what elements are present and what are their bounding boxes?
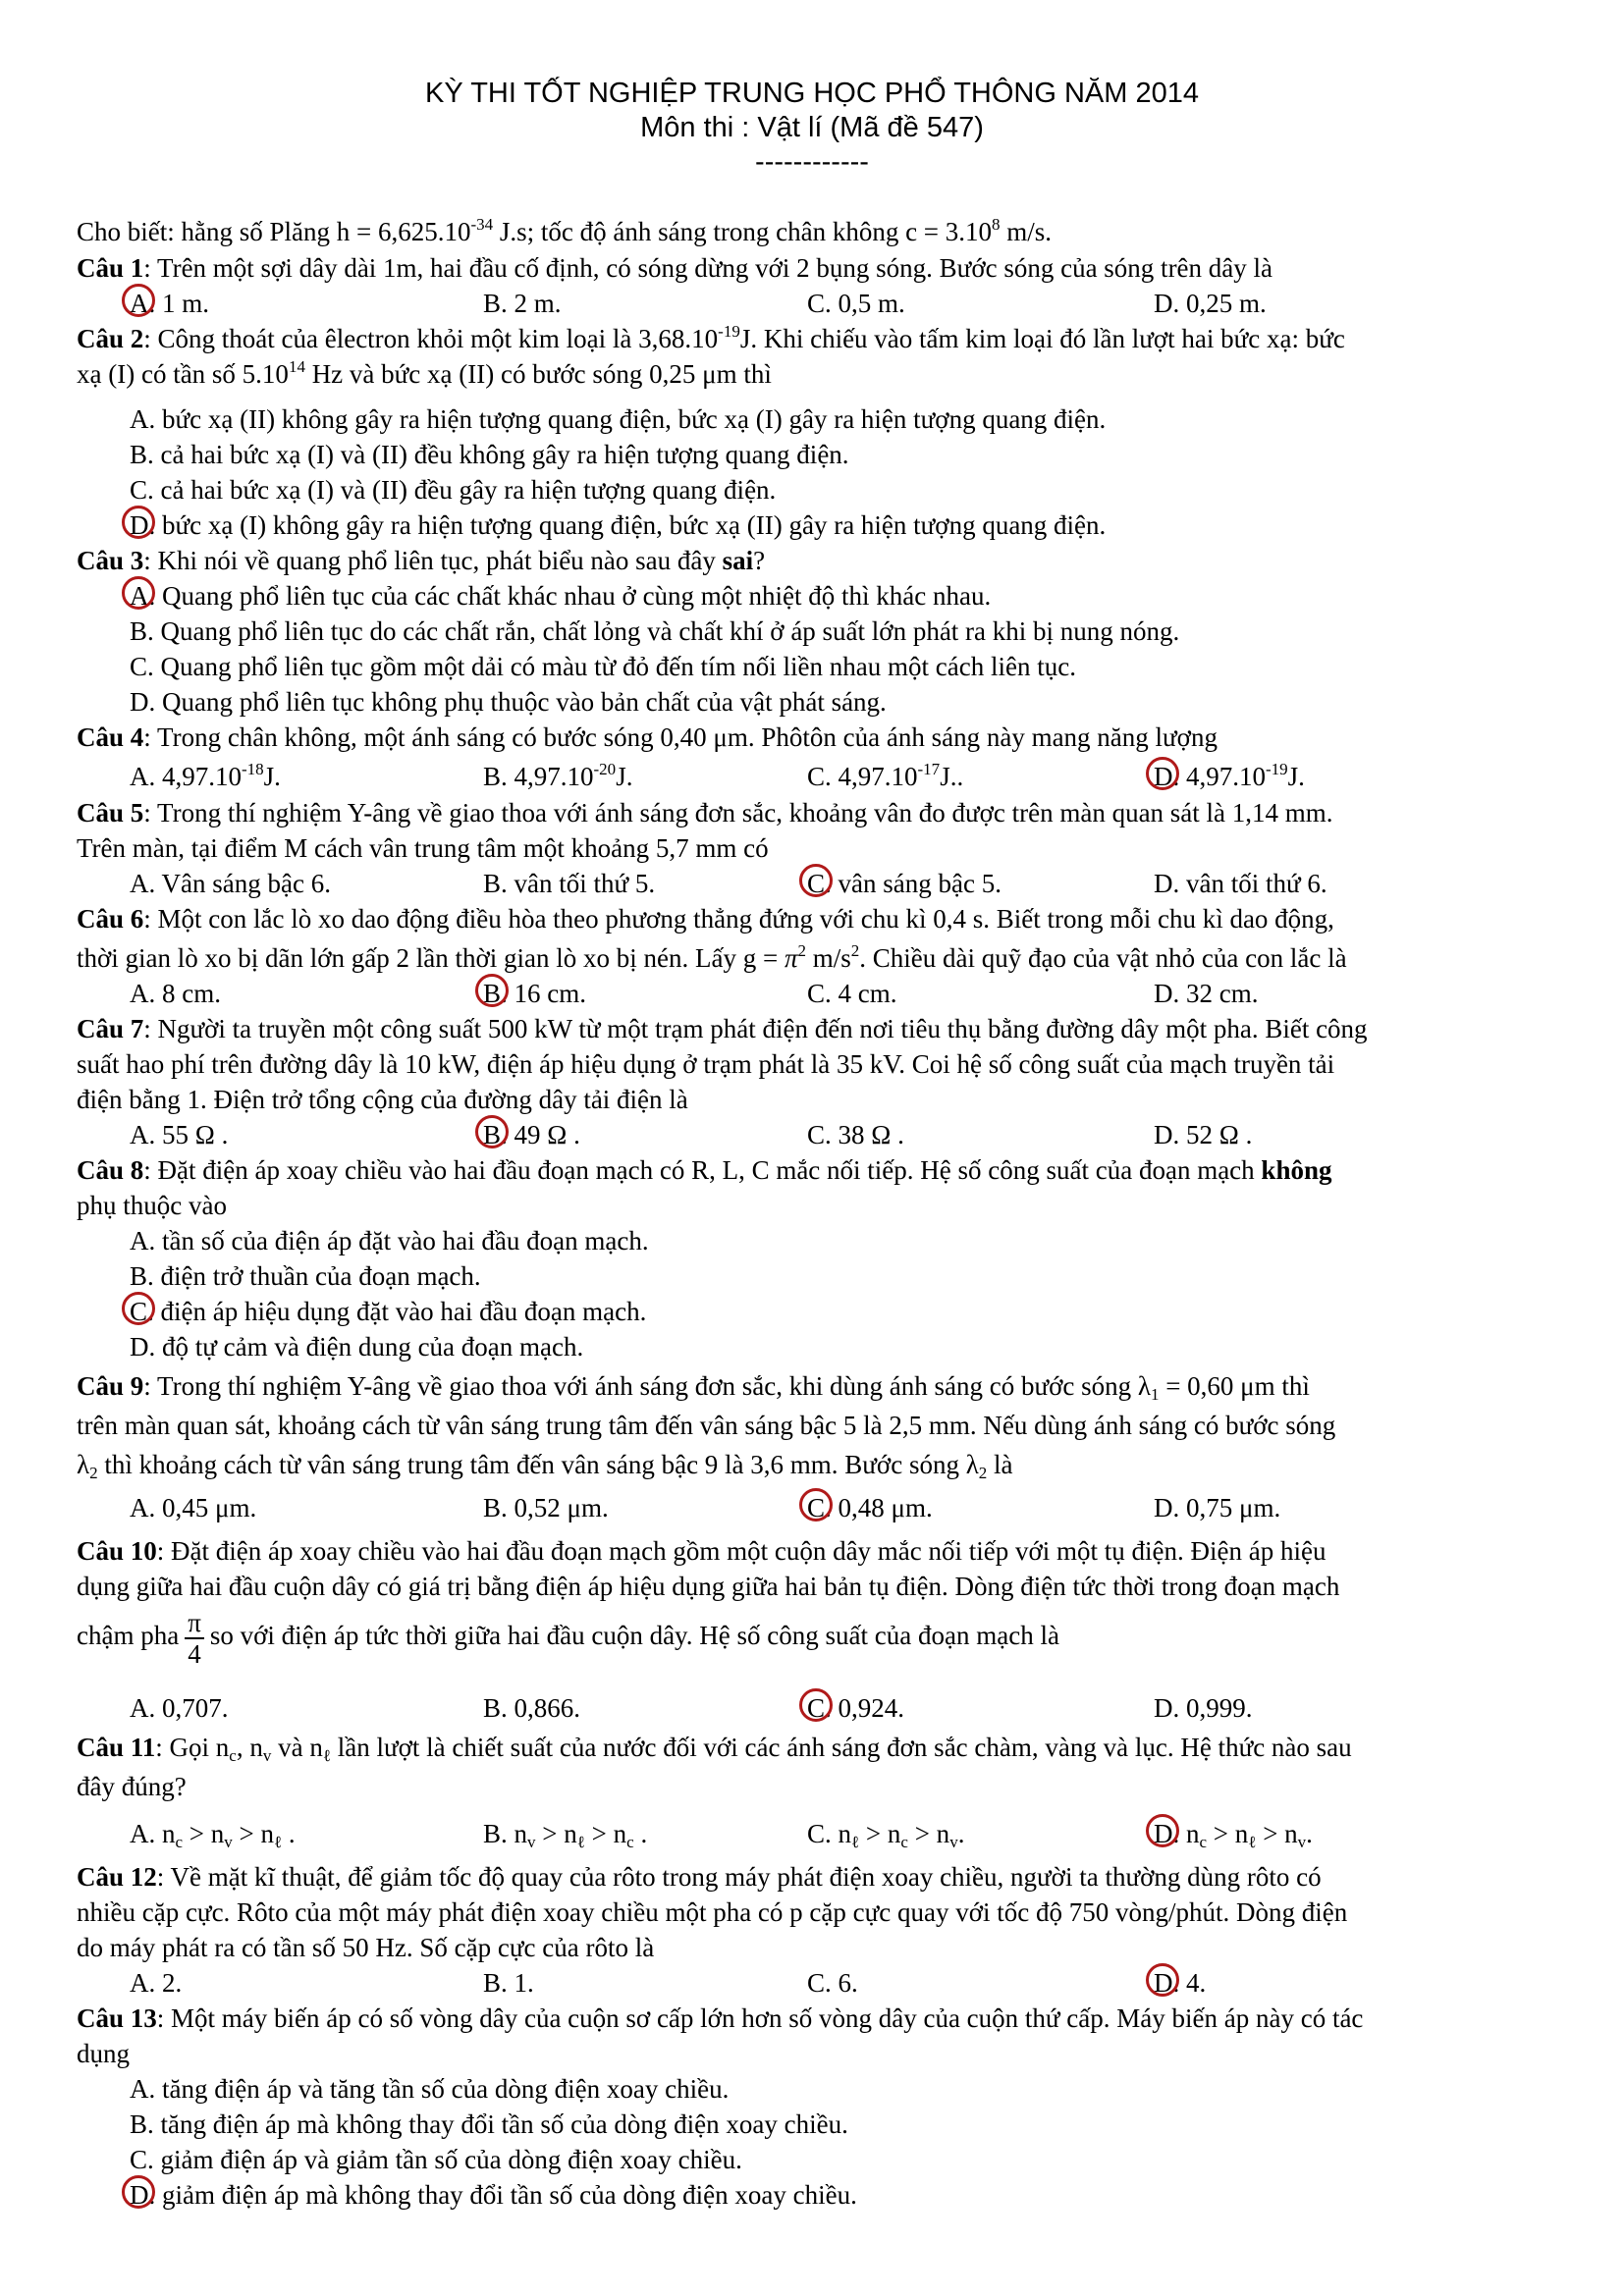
q6-option-d: D. 32 cm.: [1154, 979, 1259, 1008]
q9-option-c: C. 0,48 μm.: [807, 1490, 933, 1525]
q8-option-d: D. độ tự cảm và điện dung của đoạn mạch.: [130, 1332, 584, 1362]
answer-circle: [122, 1292, 155, 1325]
answer-circle: [475, 1115, 509, 1148]
answer-circle: [122, 506, 155, 539]
q2-option-d: D. bức xạ (I) không gây ra hiện tượng quang điện, bức xạ (II) gây ra hiện tượng quang điện.: [130, 507, 1106, 543]
question-2: Câu 2: Công thoát của êlectron khỏi một kim loại là $3,68.10^{-19}J$. Khi chiếu vào tấm kim loại đó lần lượt hai bức xạ: bức: [77, 322, 1345, 353]
exam-subtitle: Môn thi : Vật lí (Mã đề 547): [640, 112, 984, 143]
question-2-cont: xạ (I) có tần số 5.10$^{14}$ Hz và bức xạ (II) có bước sóng 0,25 μm thì: [77, 357, 772, 389]
q10-option-d: D. 0,999.: [1154, 1693, 1253, 1723]
title-divider: ------------: [755, 146, 869, 178]
q9-option-b: B. 0,52 μm.: [483, 1493, 609, 1522]
question-9-cont2: $\lambda_2$ thì khoảng cách từ vân sáng trung tâm đến vân sáng bậc 9 là 3,6 mm. Bước sóng $\lambda_2$ là: [77, 1450, 1013, 1482]
q7-option-c: C. 38 Ω .: [807, 1120, 904, 1149]
question-6-cont: thời gian lò xo bị dãn lớn gấp 2 lần thời gian lò xo bị nén. Lấy $g = \pi^2$ $m/s^2$. Chiều dài quỹ đạo của vật nhỏ của con lắc là: [77, 941, 1347, 973]
question-11: Câu 11: Gọi $n_c$, $n_v$ và $n_\ell$ lần lượt là chiết suất của nước đối với các ánh sáng đơn sắc chàm, vàng và lục. Hệ thức nào sau: [77, 1733, 1352, 1765]
q7-option-d: D. 52 Ω .: [1154, 1120, 1253, 1149]
answer-circle: [1146, 1814, 1179, 1847]
q2-option-c: C. cả hai bức xạ (I) và (II) đều gây ra hiện tượng quang điện.: [130, 475, 777, 505]
question-10-cont2: chậm pha $\frac{\pi}{4}$ so với điện áp tức thời giữa hai đầu cuộn dây. Hệ số công suất của đoạn mạch là: [77, 1608, 1059, 1669]
q4-option-a: A. $4,97.10^{-18}J$.: [130, 760, 281, 791]
answer-circle: [475, 974, 509, 1007]
q8-option-c: C. điện áp hiệu dụng đặt vào hai đầu đoạn mạch.: [130, 1294, 646, 1329]
q7-option-a: A. 55 Ω .: [130, 1120, 229, 1149]
q12-option-d: D. 4.: [1154, 1965, 1206, 2001]
question-8-cont: phụ thuộc vào: [77, 1191, 227, 1220]
q12-option-c: C. 6.: [807, 1968, 858, 1998]
q10-option-a: A. 0,707.: [130, 1693, 229, 1723]
q3-option-c: C. Quang phổ liên tục gồm một dải có màu từ đỏ đến tím nối liền nhau một cách liên tục.: [130, 652, 1076, 681]
question-7-cont2: điện bằng 1. Điện trở tổng cộng của đường dây tải điện là: [77, 1085, 688, 1114]
question-6: Câu 6: Một con lắc lò xo dao động điều hòa theo phương thẳng đứng với chu kì 0,4 s. Biết trong mỗi chu kì dao động,: [77, 904, 1334, 934]
q13-option-c: C. giảm điện áp và giảm tần số của dòng điện xoay chiều.: [130, 2145, 742, 2174]
q6-option-b: B. 16 cm.: [483, 976, 586, 1011]
question-10: Câu 10: Đặt điện áp xoay chiều vào hai đầu đoạn mạch gồm một cuộn dây mắc nối tiếp với một tụ điện. Điện áp hiệu: [77, 1536, 1326, 1566]
q3-option-a: A. Quang phổ liên tục của các chất khác nhau ở cùng một nhiệt độ thì khác nhau.: [130, 578, 991, 614]
q5-option-c: C. vân sáng bậc 5.: [807, 866, 1001, 901]
q9-option-d: D. 0,75 μm.: [1154, 1493, 1281, 1522]
q11-option-b: B. $n_v > n_\ell > n_c$ .: [483, 1819, 648, 1851]
question-11-cont: đây đúng?: [77, 1772, 187, 1801]
question-9: Câu 9: Trong thí nghiệm Y-âng về giao thoa với ánh sáng đơn sắc, khi dùng ánh sáng có bước sóng $\lambda_1 = 0,60$ μm thì: [77, 1371, 1310, 1404]
q11-option-c: C. $n_\ell > n_c > n_v$.: [807, 1819, 965, 1851]
question-3: Câu 3: Khi nói về quang phổ liên tục, phát biểu nào sau đây sai?: [77, 546, 766, 575]
q2-option-a: A. bức xạ (II) không gây ra hiện tượng quang điện, bức xạ (I) gây ra hiện tượng quang điện.: [130, 404, 1107, 434]
q6-option-c: C. 4 cm.: [807, 979, 897, 1008]
q12-option-a: A. 2.: [130, 1968, 183, 1998]
q10-option-b: B. 0,866.: [483, 1693, 581, 1723]
question-5: Câu 5: Trong thí nghiệm Y-âng về giao thoa với ánh sáng đơn sắc, khoảng vân đo được trên màn quan sát là 1,14 mm.: [77, 798, 1333, 828]
q11-option-d: D. $n_c > n_\ell > n_v$.: [1154, 1816, 1313, 1851]
q4-option-c: C. $4,97.10^{-17}J$..: [807, 760, 964, 791]
q6-option-a: A. 8 cm.: [130, 979, 221, 1008]
question-10-cont: dụng giữa hai đầu cuộn dây có giá trị bằng điện áp hiệu dụng giữa hai bản tụ điện. Dòng điện tức thời trong đoạn mạch: [77, 1572, 1340, 1601]
question-12-cont: nhiều cặp cực. Rôto của một máy phát điện xoay chiều một pha có p cặp cực quay với tốc độ 750 vòng/phút. Dòng điện: [77, 1897, 1348, 1927]
question-7-cont: suất hao phí trên đường dây là 10 kW, điện áp hiệu dụng ở trạm phát là 35 kV. Coi hệ số công suất của mạch truyền tải: [77, 1049, 1335, 1079]
q7-option-b: B. 49 Ω .: [483, 1117, 580, 1152]
q1-option-b: B. 2 m.: [483, 289, 562, 318]
q13-option-d: D. giảm điện áp mà không thay đổi tần số của dòng điện xoay chiều.: [130, 2177, 857, 2213]
q10-option-c: C. 0,924.: [807, 1690, 904, 1726]
question-1: Câu 1: Trên một sợi dây dài 1m, hai đầu cố định, có sóng dừng với 2 bụng sóng. Bước sóng của sóng trên dây là: [77, 253, 1273, 283]
question-12-cont2: do máy phát ra có tần số 50 Hz. Số cặp cực của rôto là: [77, 1933, 655, 1962]
question-12: Câu 12: Về mặt kĩ thuật, để giảm tốc độ quay của rôto trong máy phát điện xoay chiều, người ta thường dùng rôto có: [77, 1862, 1322, 1892]
q5-option-d: D. vân tối thứ 6.: [1154, 869, 1327, 898]
question-5-cont: Trên màn, tại điểm M cách vân trung tâm một khoảng 5,7 mm có: [77, 833, 769, 863]
q8-option-a: A. tần số của điện áp đặt vào hai đầu đoạn mạch.: [130, 1226, 649, 1255]
exam-title: KỲ THI TỐT NGHIỆP TRUNG HỌC PHỔ THÔNG NĂM 2014: [425, 78, 1199, 109]
q2-option-b: B. cả hai bức xạ (I) và (II) đều không gây ra hiện tượng quang điện.: [130, 440, 849, 469]
q9-option-a: A. 0,45 μm.: [130, 1493, 257, 1522]
question-9-cont: trên màn quan sát, khoảng cách từ vân sáng trung tâm đến vân sáng bậc 5 là 2,5 mm. Nếu dùng ánh sáng có bước sóng: [77, 1411, 1336, 1440]
q4-option-b: B. $4,97.10^{-20}J$.: [483, 760, 633, 791]
answer-circle: [799, 1488, 833, 1522]
q12-option-b: B. 1.: [483, 1968, 534, 1998]
q3-option-d: D. Quang phổ liên tục không phụ thuộc vào bản chất của vật phát sáng.: [130, 687, 887, 717]
question-13: Câu 13: Một máy biến áp có số vòng dây của cuộn sơ cấp lớn hơn số vòng dây của cuộn thứ cấp. Máy biến áp này có tác: [77, 2003, 1364, 2033]
q8-option-b: B. điện trở thuần của đoạn mạch.: [130, 1261, 481, 1291]
answer-circle: [122, 284, 155, 317]
question-13-cont: dụng: [77, 2039, 130, 2068]
q11-option-a: A. $n_c > n_v > n_\ell$ .: [130, 1819, 296, 1851]
question-4: Câu 4: Trong chân không, một ánh sáng có bước sóng 0,40 μm. Phôtôn của ánh sáng này mang năng lượng: [77, 722, 1218, 752]
answer-circle: [1146, 1963, 1179, 1997]
q1-option-d: D. 0,25 m.: [1154, 289, 1267, 318]
answer-circle: [122, 576, 155, 610]
answer-circle: [799, 1688, 833, 1722]
answer-circle: [799, 864, 833, 897]
q4-option-d: D. $4,97.10^{-19}J$.: [1154, 759, 1305, 794]
question-7: Câu 7: Người ta truyền một công suất 500 kW từ một trạm phát điện đến nơi tiêu thụ bằng đường dây một pha. Biết công: [77, 1014, 1368, 1043]
q1-option-a: A. 1 m.: [130, 286, 209, 321]
pi-over-4-fraction: $\frac{\pi}{4}$: [185, 1608, 204, 1669]
question-8: Câu 8: Đặt điện áp xoay chiều vào hai đầu đoạn mạch có R, L, C mắc nối tiếp. Hệ số công suất của đoạn mạch không: [77, 1155, 1332, 1185]
answer-circle: [122, 2175, 155, 2209]
answer-circle: [1146, 757, 1179, 790]
constants-note: Cho biết: hằng số Plăng $h = 6,625.10^{-34}$ J.s; tốc độ ánh sáng trong chân không $c = 3.10^8$ m/s.: [77, 215, 1053, 246]
q5-option-b: B. vân tối thứ 5.: [483, 869, 656, 898]
q13-option-b: B. tăng điện áp mà không thay đổi tần số của dòng điện xoay chiều.: [130, 2109, 848, 2139]
q13-option-a: A. tăng điện áp và tăng tần số của dòng điện xoay chiều.: [130, 2074, 730, 2104]
q3-option-b: B. Quang phổ liên tục do các chất rắn, chất lỏng và chất khí ở áp suất lớn phát ra khi bị nung nóng.: [130, 616, 1180, 646]
q5-option-a: A. Vân sáng bậc 6.: [130, 869, 331, 898]
q1-option-c: C. 0,5 m.: [807, 289, 905, 318]
